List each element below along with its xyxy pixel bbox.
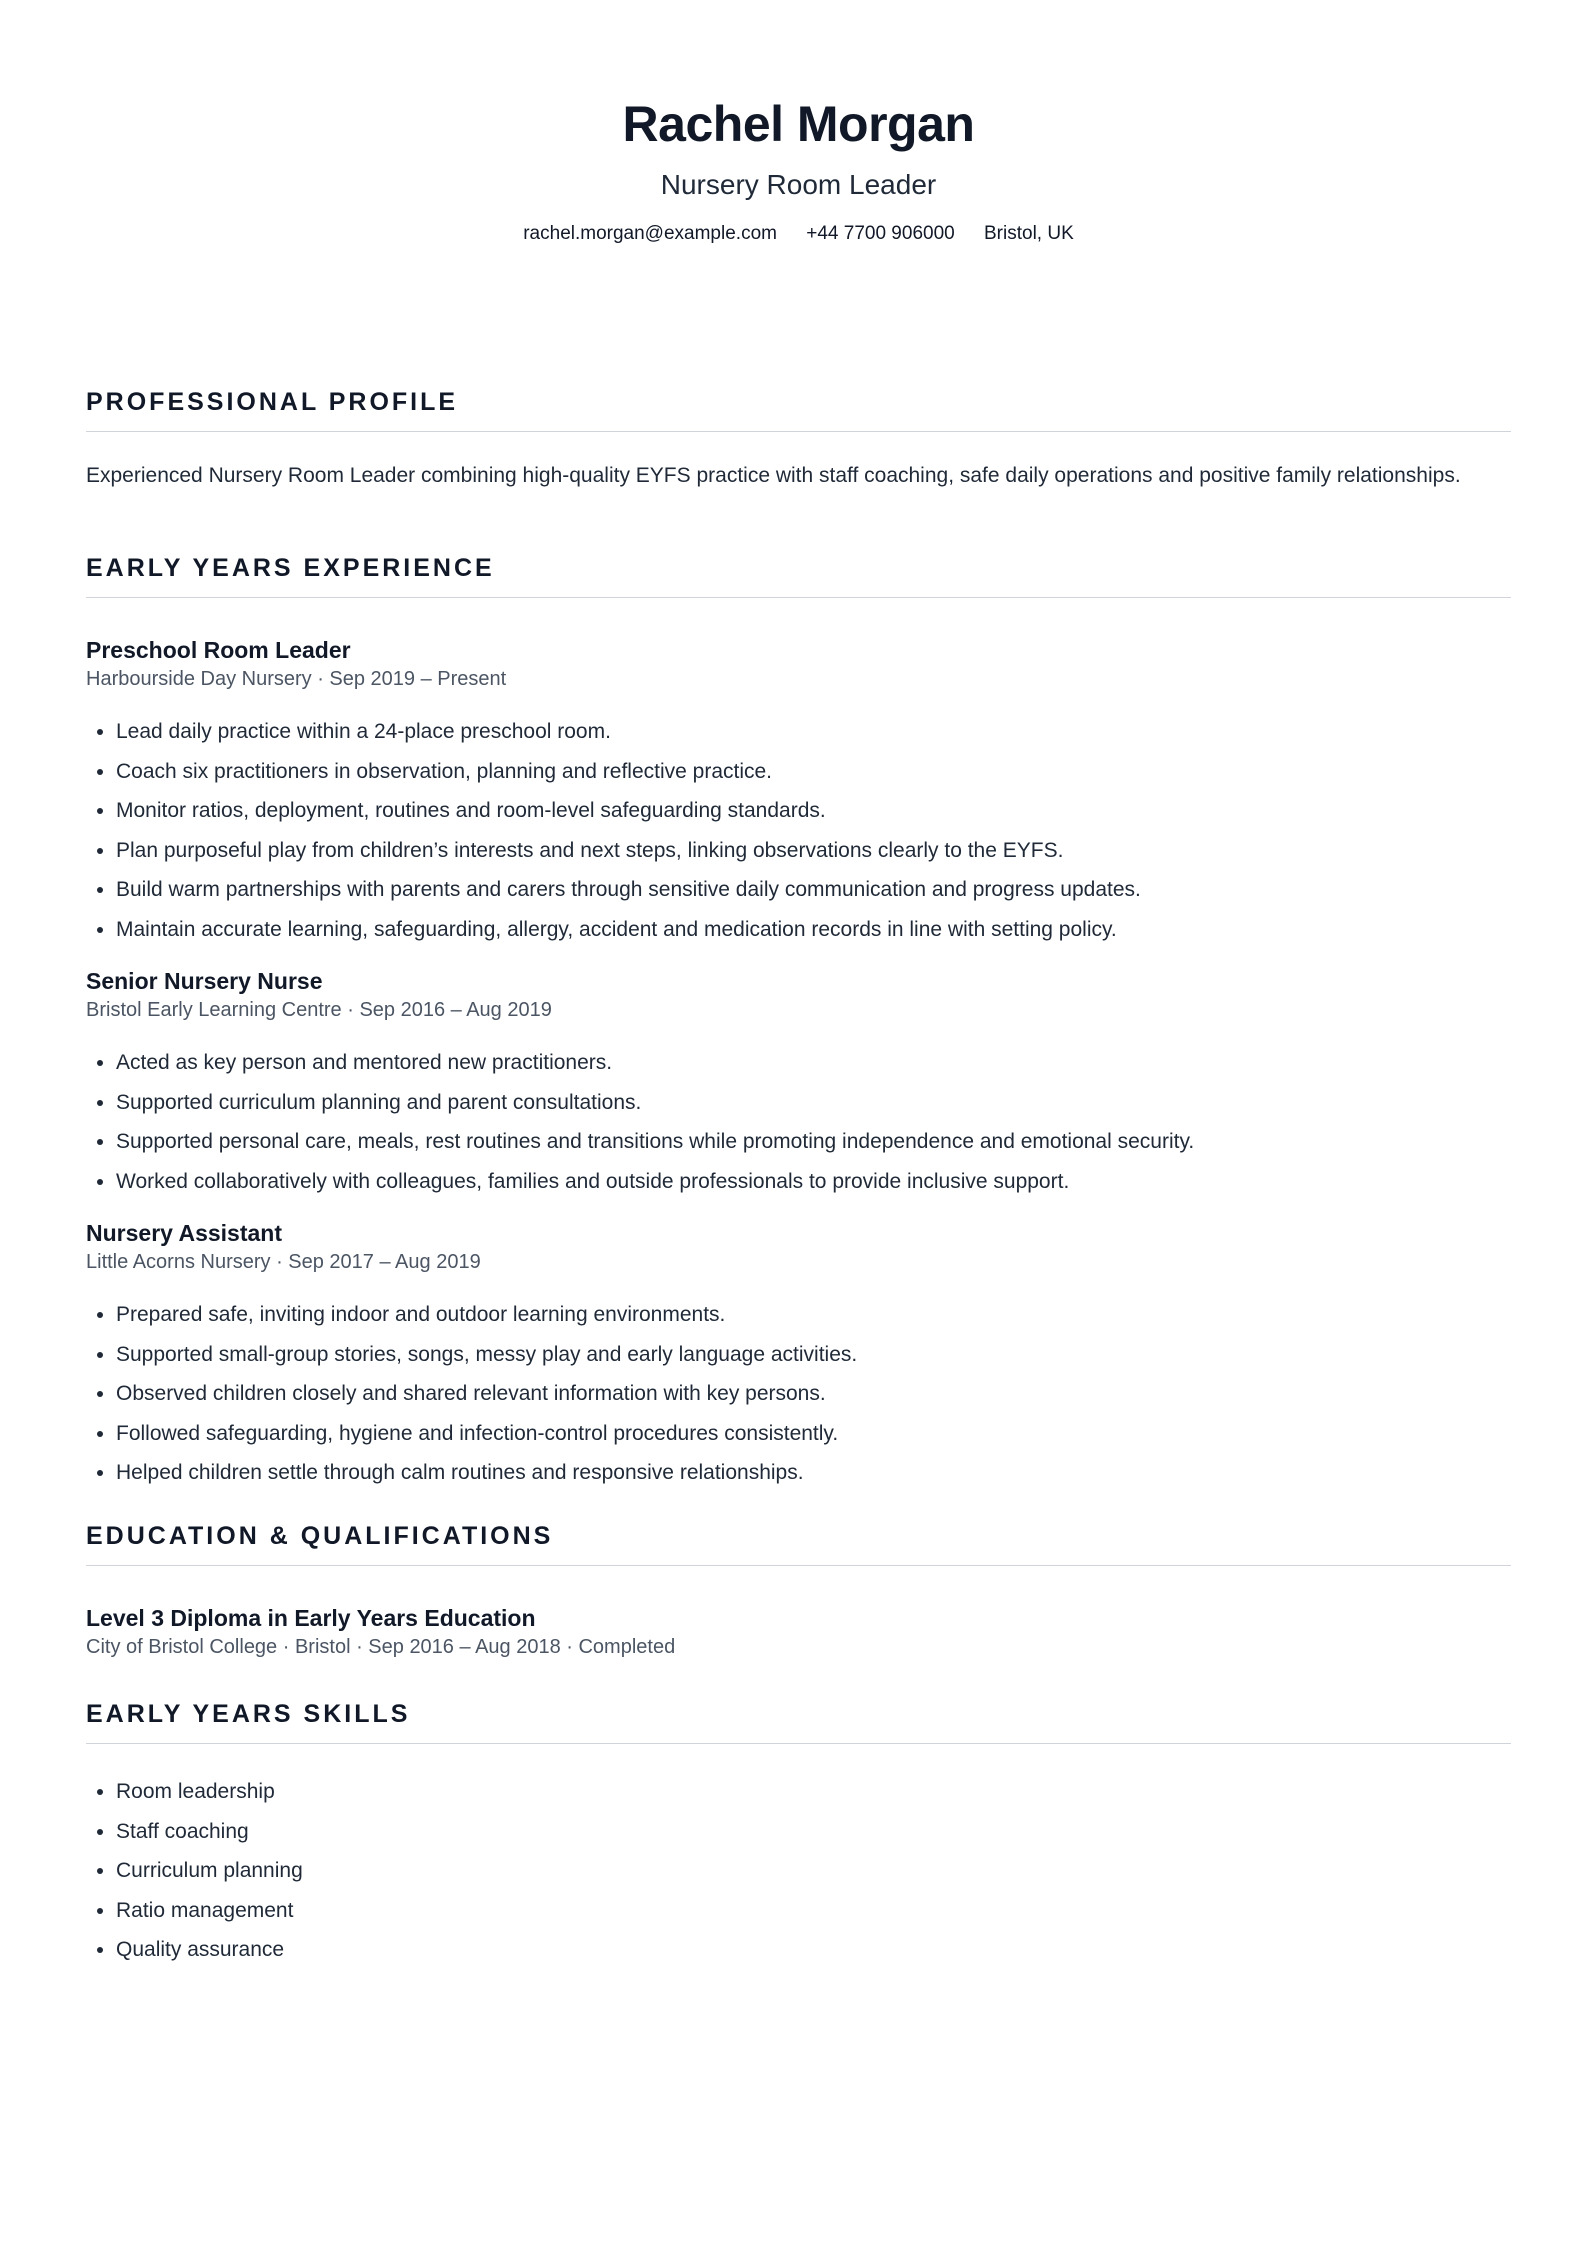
profile-summary: Experienced Nursery Room Leader combining high-quality EYFS practice with staff coaching, safe daily operations and positive family relationships.	[86, 464, 1461, 487]
job-meta: Bristol Early Learning Centre · Sep 2016 – Aug 2019	[86, 999, 552, 1021]
skill-item: • Staff coaching	[116, 1812, 1511, 1852]
education-meta: City of Bristol College · Bristol · Sep 2016 – Aug 2018 · Completed	[86, 1636, 676, 1658]
job-title: Nursery Assistant	[86, 1220, 283, 1246]
resume-header	[86, 0, 1511, 246]
skill-item: • Curriculum planning	[116, 1851, 1511, 1891]
job-entry	[86, 636, 1511, 949]
job-meta: Little Acorns Nursery · Sep 2017 – Aug 2019	[86, 1251, 481, 1273]
skills-list	[86, 1772, 1511, 1970]
section-title-skills: EARLY YEARS SKILLS	[86, 1700, 1511, 1744]
job-bullets	[86, 1043, 1511, 1201]
job-meta: Harbourside Day Nursery · Sep 2019 – Present	[86, 668, 507, 690]
candidate-role: Nursery Room Leader	[660, 169, 937, 200]
skill-item: • Room leadership	[116, 1772, 1511, 1812]
section-profile	[86, 388, 1511, 491]
job-bullet: • Followed safeguarding, hygiene and infection-control procedures consistently.	[116, 1414, 1511, 1454]
job-entry	[86, 1219, 1511, 1493]
job-title: Senior Nursery Nurse	[86, 968, 323, 994]
contact-phone: +44 7700 906000	[806, 223, 955, 244]
section-education	[86, 1522, 1511, 1660]
job-bullet: • Maintain accurate learning, safeguarding, allergy, accident and medication records in line with setting policy.	[116, 910, 1511, 950]
job-bullet: • Build warm partnerships with parents and carers through sensitive daily communication and progress updates.	[116, 870, 1511, 910]
job-entry	[86, 967, 1511, 1201]
skill-item: • Ratio management	[116, 1891, 1511, 1931]
job-bullet: • Lead daily practice within a 24-place preschool room.	[116, 712, 1511, 752]
job-bullet: • Supported small-group stories, songs, messy play and early language activities.	[116, 1335, 1511, 1375]
resume-page	[86, 0, 1511, 1961]
section-experience	[86, 554, 1511, 1493]
section-title-experience: EARLY YEARS EXPERIENCE	[86, 554, 1511, 598]
job-bullets	[86, 712, 1511, 949]
section-skills	[86, 1700, 1511, 1970]
job-bullet: • Supported personal care, meals, rest routines and transitions while promoting independence and emotional security.	[116, 1122, 1511, 1162]
job-title: Preschool Room Leader	[86, 637, 351, 663]
job-bullet: • Worked collaboratively with colleagues, families and outside professionals to provide inclusive support.	[116, 1162, 1511, 1202]
job-bullet: • Observed children closely and shared relevant information with key persons.	[116, 1374, 1511, 1414]
job-bullets	[86, 1295, 1511, 1493]
job-bullet: • Prepared safe, inviting indoor and outdoor learning environments.	[116, 1295, 1511, 1335]
job-bullet: • Helped children settle through calm routines and responsive relationships.	[116, 1453, 1511, 1493]
candidate-name: Rachel Morgan	[622, 96, 975, 152]
section-title-profile: PROFESSIONAL PROFILE	[86, 388, 1511, 432]
education-title: Level 3 Diploma in Early Years Education	[86, 1605, 536, 1631]
job-bullet: • Monitor ratios, deployment, routines and room-level safeguarding standards.	[116, 791, 1511, 831]
contact-email: rachel.morgan@example.com	[523, 223, 777, 244]
education-entry	[86, 1604, 1511, 1660]
job-bullet: • Supported curriculum planning and parent consultations.	[116, 1083, 1511, 1123]
section-title-education: EDUCATION & QUALIFICATIONS	[86, 1522, 1511, 1566]
job-bullet: • Coach six practitioners in observation, planning and reflective practice.	[116, 752, 1511, 792]
contact-line	[86, 222, 1511, 246]
skill-item: • Quality assurance	[116, 1930, 1511, 1970]
job-bullet: • Acted as key person and mentored new practitioners.	[116, 1043, 1511, 1083]
job-bullet: • Plan purposeful play from children’s interests and next steps, linking observations clearly to the EYFS.	[116, 831, 1511, 871]
contact-location: Bristol, UK	[984, 223, 1074, 244]
